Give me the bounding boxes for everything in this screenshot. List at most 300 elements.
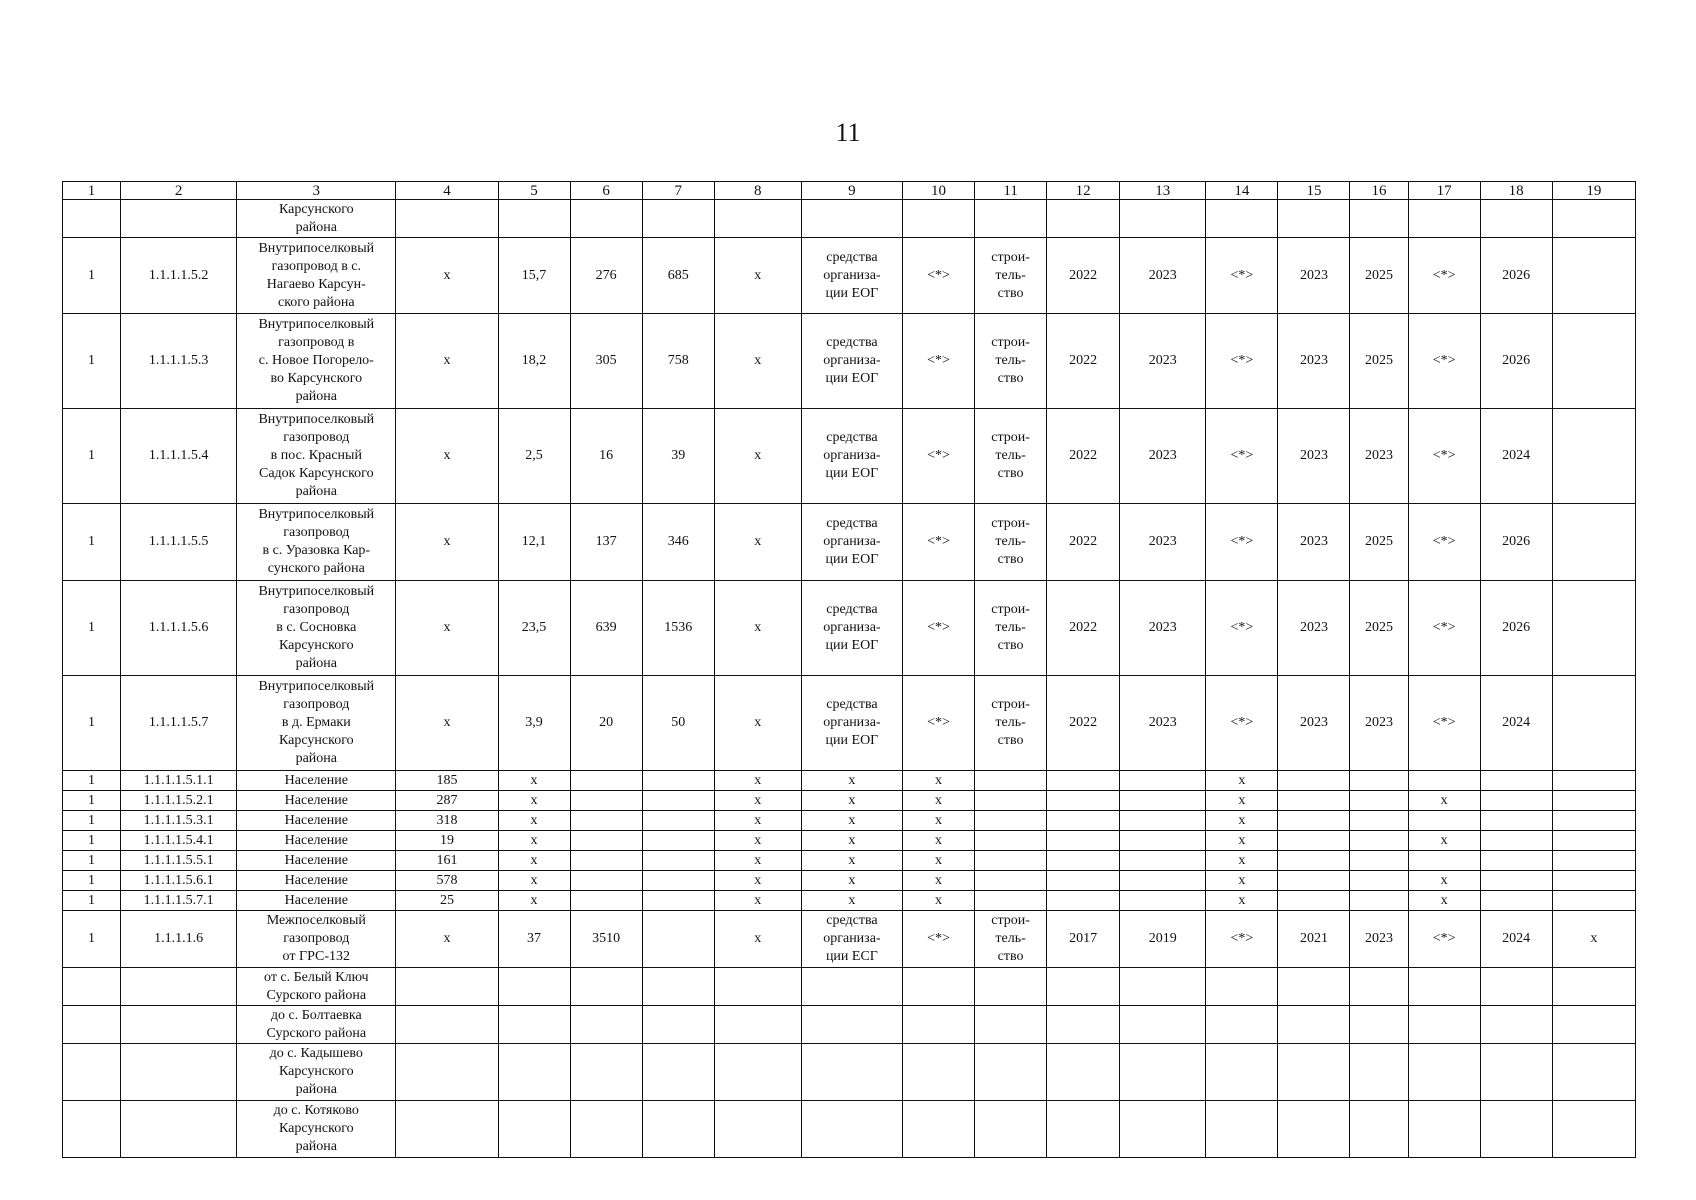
table-cell [498,1044,570,1101]
table-cell: x [714,238,801,314]
table-cell [121,200,237,238]
table-cell: 161 [396,851,498,871]
table-cell: 1 [63,871,121,891]
table-cell [1408,968,1480,1006]
table-cell: x [902,791,974,811]
table-cell [1552,871,1635,891]
table-cell [1480,968,1552,1006]
table-cell: x [1206,851,1278,871]
table-cell: 2022 [1047,504,1120,581]
table-cell [801,1006,902,1044]
table-cell: средства организа- ции ЕОГ [801,314,902,409]
table-cell [1480,1006,1552,1044]
table-cell: строи- тель- ство [975,314,1047,409]
table-cell: x [714,911,801,968]
table-cell: Внутрипоселковый газопровод в с. Сосновка Карсунского района [237,581,396,676]
table-cell: 1.1.1.1.5.6 [121,581,237,676]
table-cell: 1.1.1.1.5.5.1 [121,851,237,871]
table-cell [1552,504,1635,581]
table-cell [570,771,642,791]
column-number-cell: 8 [714,182,801,200]
table-cell: 2024 [1480,409,1552,504]
table-row [63,911,1636,968]
table-cell: до с. Котяково Карсунского района [237,1101,396,1158]
table-cell [1408,1044,1480,1101]
table-cell: 578 [396,871,498,891]
column-number-cell: 2 [121,182,237,200]
table-cell: 2025 [1350,504,1408,581]
table-cell [801,968,902,1006]
table-cell: 2023 [1278,504,1350,581]
table-cell [642,968,714,1006]
table-cell: средства организа- ции ЕОГ [801,504,902,581]
table-cell: x [498,891,570,911]
table-cell: x [1408,791,1480,811]
table-cell: Население [237,771,396,791]
column-number-cell: 9 [801,182,902,200]
table-cell [1552,1101,1635,1158]
table-cell [1120,968,1206,1006]
table-cell: 137 [570,504,642,581]
table-cell: <*> [1206,911,1278,968]
table-cell: <*> [902,676,974,771]
table-cell: x [902,811,974,831]
table-cell: 2022 [1047,581,1120,676]
table-cell [975,791,1047,811]
table-cell: 639 [570,581,642,676]
table-cell: строи- тель- ство [975,409,1047,504]
table-cell [570,1101,642,1158]
table-cell: 2026 [1480,314,1552,409]
table-cell: 19 [396,831,498,851]
table-cell: 2024 [1480,911,1552,968]
table-row [63,314,1636,409]
table-cell [63,968,121,1006]
table-cell [1206,200,1278,238]
table-cell: <*> [902,409,974,504]
table-cell [1480,791,1552,811]
table-cell: Внутрипоселковый газопровод в пос. Красный Садок Карсунского района [237,409,396,504]
table-cell: 2023 [1278,676,1350,771]
column-number-cell: 16 [1350,182,1408,200]
table-cell [1350,200,1408,238]
table-cell [570,200,642,238]
table-cell [1480,891,1552,911]
table-cell [642,831,714,851]
table-cell: 685 [642,238,714,314]
table-cell [1278,968,1350,1006]
table-row [63,1044,1636,1101]
column-number-cell: 7 [642,182,714,200]
table-cell: <*> [1408,504,1480,581]
table-cell [1206,1044,1278,1101]
table-row [63,831,1636,851]
table-cell [570,851,642,871]
column-number-cell: 10 [902,182,974,200]
table-cell [642,871,714,891]
table-cell [1278,771,1350,791]
table-cell [1047,771,1120,791]
table-cell [1047,1101,1120,1158]
table-cell: 2021 [1278,911,1350,968]
table-cell: x [714,314,801,409]
table-cell [975,968,1047,1006]
table-cell: 2022 [1047,676,1120,771]
table-cell [1047,791,1120,811]
table-cell [1350,851,1408,871]
table-cell [975,1101,1047,1158]
table-cell [121,1006,237,1044]
table-cell: 1536 [642,581,714,676]
table-cell [642,1006,714,1044]
table-cell [975,200,1047,238]
table-cell [1350,891,1408,911]
table-cell [975,1006,1047,1044]
table-cell [1278,200,1350,238]
table-cell [1047,851,1120,871]
table-cell: <*> [1408,238,1480,314]
table-cell: 1 [63,676,121,771]
table-cell: 1 [63,831,121,851]
table-cell [1350,811,1408,831]
table-cell [1480,871,1552,891]
table-cell: x [396,238,498,314]
table-cell [902,1006,974,1044]
table-cell [1120,871,1206,891]
table-cell: 2017 [1047,911,1120,968]
table-cell: строи- тель- ство [975,676,1047,771]
column-number-cell: 1 [63,182,121,200]
table-cell: x [498,831,570,851]
table-cell: <*> [902,581,974,676]
table-cell: 1.1.1.1.5.7 [121,676,237,771]
table-cell [1350,791,1408,811]
table-cell: 1.1.1.1.6 [121,911,237,968]
table-cell [1047,871,1120,891]
table-cell: 2023 [1350,911,1408,968]
table-cell [1278,1006,1350,1044]
table-row [63,851,1636,871]
table-cell [498,200,570,238]
table-cell [1552,851,1635,871]
table-cell: 2019 [1120,911,1206,968]
table-cell: 2,5 [498,409,570,504]
table-cell: x [396,504,498,581]
table-cell: 23,5 [498,581,570,676]
table-cell [801,1101,902,1158]
table-cell: x [498,851,570,871]
table-cell [63,1044,121,1101]
table-cell [1278,791,1350,811]
table-cell [1480,771,1552,791]
table-cell: 1.1.1.1.5.2.1 [121,791,237,811]
table-cell [1120,851,1206,871]
table-cell: x [396,911,498,968]
table-cell [1278,851,1350,871]
table-cell [1278,811,1350,831]
table-cell: x [714,581,801,676]
table-cell: x [801,771,902,791]
table-cell: средства организа- ции ЕОГ [801,676,902,771]
table-cell: x [1408,871,1480,891]
table-cell [1047,831,1120,851]
table-cell: 1 [63,409,121,504]
column-number-cell: 4 [396,182,498,200]
table-cell [1552,1006,1635,1044]
table-cell [902,200,974,238]
column-number-cell: 12 [1047,182,1120,200]
table-cell: 39 [642,409,714,504]
table-cell: 50 [642,676,714,771]
table-cell [1047,891,1120,911]
table-row [63,409,1636,504]
table-cell: 1 [63,791,121,811]
table-cell: 2023 [1120,409,1206,504]
table-cell: 2023 [1120,238,1206,314]
table-cell [1480,1101,1552,1158]
table-cell [1552,771,1635,791]
table-cell: 2022 [1047,314,1120,409]
table-cell: 1 [63,581,121,676]
table-cell: x [1552,911,1635,968]
table-row [63,200,1636,238]
table-cell: <*> [1408,314,1480,409]
table-cell [1047,968,1120,1006]
table-cell [1047,811,1120,831]
table-cell: 276 [570,238,642,314]
table-cell [1552,676,1635,771]
table-cell: от с. Белый Ключ Сурского района [237,968,396,1006]
table-cell [1120,811,1206,831]
table-cell: Население [237,871,396,891]
table-cell: <*> [1408,581,1480,676]
table-cell [642,200,714,238]
table-cell: x [714,504,801,581]
table-cell: 2024 [1480,676,1552,771]
table-cell: до с. Болтаевка Сурского района [237,1006,396,1044]
column-number-cell: 6 [570,182,642,200]
table-cell [642,1101,714,1158]
table-cell [1120,200,1206,238]
table-cell: 305 [570,314,642,409]
table-cell: 1 [63,811,121,831]
table-cell: 2023 [1350,676,1408,771]
table-cell: 2023 [1350,409,1408,504]
table-cell [1278,891,1350,911]
table-cell [1408,1101,1480,1158]
column-number-cell: 11 [975,182,1047,200]
table-cell [1120,791,1206,811]
table-cell [1552,581,1635,676]
table-cell: <*> [902,504,974,581]
table-cell: x [902,891,974,911]
table-cell: 2026 [1480,504,1552,581]
table-cell [1206,1101,1278,1158]
table-cell: 1 [63,891,121,911]
table-cell: x [714,811,801,831]
table-cell: x [801,871,902,891]
table-row [63,1101,1636,1158]
table-cell: 2023 [1120,676,1206,771]
table-cell: x [1206,811,1278,831]
table-cell: средства организа- ции ЕОГ [801,581,902,676]
table-cell: x [714,831,801,851]
table-cell: x [498,771,570,791]
table-cell: строи- тель- ство [975,238,1047,314]
table-cell: 185 [396,771,498,791]
table-cell [975,871,1047,891]
table-cell: x [1206,891,1278,911]
table-cell: строи- тель- ство [975,504,1047,581]
table-cell: 20 [570,676,642,771]
table-cell: 2026 [1480,581,1552,676]
table-cell [1408,811,1480,831]
table-cell: 1.1.1.1.5.5 [121,504,237,581]
table-cell [570,811,642,831]
table-row [63,871,1636,891]
table-cell [570,791,642,811]
table-cell: 2022 [1047,238,1120,314]
table-cell [396,1006,498,1044]
table-cell: 1 [63,851,121,871]
table-cell [1206,968,1278,1006]
table-cell: 25 [396,891,498,911]
table-cell: 1 [63,504,121,581]
table-cell: Население [237,791,396,811]
table-cell [1480,851,1552,871]
table-cell: 1.1.1.1.5.1.1 [121,771,237,791]
table-cell [1120,831,1206,851]
table-cell [1480,811,1552,831]
table-cell: <*> [1408,409,1480,504]
table-row [63,1006,1636,1044]
table-cell [570,831,642,851]
table-cell [1350,1006,1408,1044]
table-cell [714,1044,801,1101]
table-cell [1278,831,1350,851]
table-cell: x [714,409,801,504]
table-cell: <*> [1206,581,1278,676]
table-cell: 2023 [1278,409,1350,504]
table-row [63,811,1636,831]
table-row [63,581,1636,676]
table-cell: 2023 [1120,314,1206,409]
table-cell: x [801,811,902,831]
table-cell [63,1101,121,1158]
table-cell: 2022 [1047,409,1120,504]
table-cell: <*> [1206,409,1278,504]
table-cell [1552,791,1635,811]
table-cell: x [714,871,801,891]
table-cell: Межпоселковый газопровод от ГРС-132 [237,911,396,968]
column-number-cell: 15 [1278,182,1350,200]
table-cell: 2025 [1350,238,1408,314]
table-cell [642,791,714,811]
table-cell: 1 [63,238,121,314]
table-cell: 16 [570,409,642,504]
table-cell [1552,200,1635,238]
table-cell [396,1101,498,1158]
table-cell: <*> [902,314,974,409]
table-cell: 2023 [1278,581,1350,676]
table-cell [1552,968,1635,1006]
table-cell: 318 [396,811,498,831]
table-cell: x [801,851,902,871]
table-cell [1047,200,1120,238]
table-cell [498,1101,570,1158]
table-cell [1350,771,1408,791]
table-cell: <*> [1206,504,1278,581]
table-cell [1350,968,1408,1006]
table-cell: x [1206,791,1278,811]
table-cell: 1 [63,314,121,409]
table-cell: x [714,851,801,871]
table-cell: x [1206,771,1278,791]
table-cell [975,771,1047,791]
table-cell [1350,831,1408,851]
table-row [63,238,1636,314]
table-cell [714,1101,801,1158]
table-cell: 1.1.1.1.5.4.1 [121,831,237,851]
column-number-cell: 13 [1120,182,1206,200]
table-cell: 1.1.1.1.5.3.1 [121,811,237,831]
table-cell [1120,891,1206,911]
table-cell [902,968,974,1006]
table-cell: строи- тель- ство [975,911,1047,968]
page-number: 11 [835,118,861,147]
table-cell [902,1044,974,1101]
table-cell [1120,1101,1206,1158]
table-cell: x [1408,891,1480,911]
table-cell [975,1044,1047,1101]
table-cell: x [902,771,974,791]
table-cell: x [1408,831,1480,851]
table-cell [570,1006,642,1044]
table-cell: x [714,676,801,771]
table-cell: x [801,791,902,811]
table-cell: строи- тель- ство [975,581,1047,676]
table-cell [1408,200,1480,238]
column-number-cell: 19 [1552,182,1635,200]
table-cell [1047,1006,1120,1044]
table-cell [570,968,642,1006]
table-cell: Внутрипоселковый газопровод в с. Новое Погорело- во Карсунского района [237,314,396,409]
table-cell: 3,9 [498,676,570,771]
table-cell [1278,871,1350,891]
table-cell: 2023 [1120,581,1206,676]
table-cell [121,1044,237,1101]
table-cell: x [396,314,498,409]
table-cell [1278,1044,1350,1101]
table-cell: Население [237,831,396,851]
table-cell [570,891,642,911]
table-cell [714,1006,801,1044]
table-cell: 758 [642,314,714,409]
table-cell: 1 [63,771,121,791]
table-cell: средства организа- ции ЕОГ [801,238,902,314]
table-cell: <*> [1206,314,1278,409]
table-cell [975,811,1047,831]
column-number-cell: 14 [1206,182,1278,200]
table-cell [121,1101,237,1158]
table-cell: до с. Кадышево Карсунского района [237,1044,396,1101]
table-cell [975,851,1047,871]
table-cell: 287 [396,791,498,811]
table-cell: 1 [63,911,121,968]
table-cell: 1.1.1.1.5.7.1 [121,891,237,911]
table-cell: x [396,676,498,771]
table-cell: x [902,851,974,871]
